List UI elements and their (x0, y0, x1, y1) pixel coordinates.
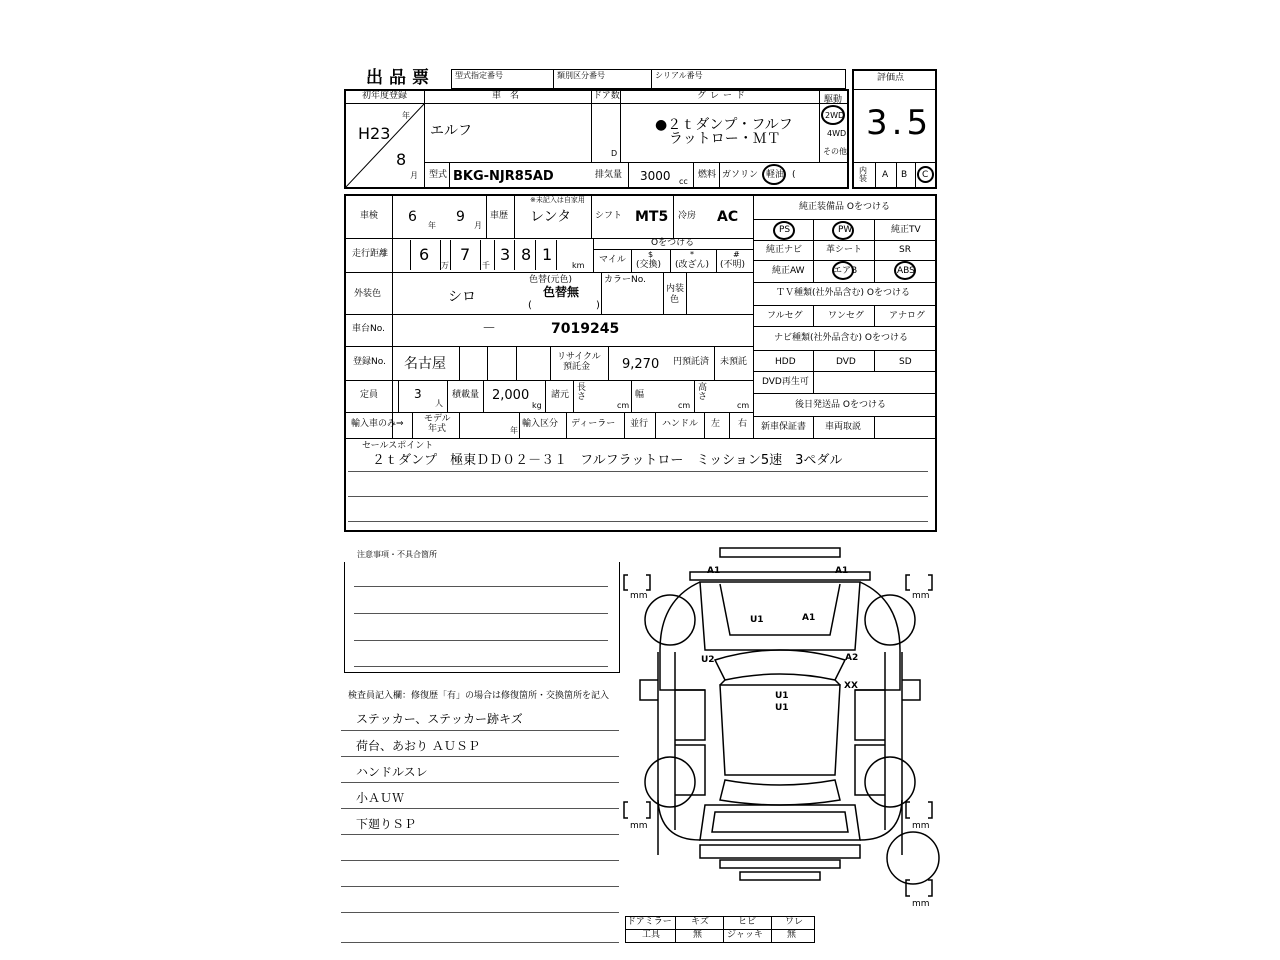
equip-airbag: エアB (833, 266, 858, 276)
shaken-year-unit: 年 (428, 221, 436, 230)
mileage-label: 走行距離 (352, 249, 389, 259)
mileage-digit-2: 7 (460, 245, 471, 264)
tamper-symbol: * (690, 250, 694, 259)
load-label: 積載量 (452, 390, 480, 400)
legend-row-2: 無 (693, 930, 703, 940)
sales-point-label: セールスポイント (362, 441, 434, 451)
ac-label: 冷房 (678, 211, 697, 221)
caution-label: 注意事項・不具合箇所 (357, 550, 437, 559)
note-line-2: 荷台、あおり ＡＵＳＰ (356, 739, 480, 753)
grade-label: グレード (697, 91, 750, 101)
interior-a: A (882, 170, 889, 180)
damage-label-u1-hood: U1 (750, 615, 764, 625)
legend-row-4: 無 (787, 930, 797, 940)
fuel-diesel-circle-mark (762, 164, 786, 185)
chassis-label: 車台No. (352, 324, 385, 334)
legend-header-4: ワレ (785, 917, 804, 927)
wheel-mm-spare: mm (912, 899, 930, 909)
capacity-unit: 人 (435, 399, 443, 408)
abs-circle-mark (894, 261, 916, 280)
header-number-strip (451, 69, 846, 89)
shift-value: MT5 (635, 209, 669, 225)
swap-text: (交換) (636, 260, 662, 270)
damage-label-a1-hood: A1 (802, 613, 816, 623)
equip-tv: 純正TV (891, 225, 921, 235)
model-year-unit: 年 (510, 426, 518, 435)
shaken-month-unit: 月 (474, 221, 482, 230)
mileage-digit-1: 6 (419, 245, 430, 264)
equipment-title: 純正装備品 Oをつける (799, 202, 890, 212)
damage-label-u1-roof-2: U1 (775, 703, 789, 713)
first-reg-year: H23 (358, 124, 391, 143)
dvd-play: DVD再生可 (762, 377, 809, 387)
pw-circle-mark (832, 221, 854, 240)
displacement-label: 排気量 (595, 170, 623, 180)
damage-label-a2: A2 (845, 653, 859, 663)
fuel-label: 燃料 (698, 170, 717, 180)
recycle-label-2: 預託金 (563, 362, 591, 372)
equip-aw: 純正AW (772, 266, 805, 276)
interior-b: B (901, 170, 908, 180)
dimensions-label: 諸元 (551, 390, 570, 400)
caution-box (344, 562, 620, 673)
width-label: 幅 (635, 390, 645, 400)
damage-label-a1-right: A1 (835, 566, 849, 576)
legend-header-2: キズ (691, 917, 709, 927)
later-manual: 車両取説 (825, 422, 862, 432)
navi-sd: SD (899, 357, 912, 367)
tv-type-title: ＴＶ種類(社外品含む) Oをつける (776, 288, 910, 298)
mileage-digit-4: 8 (521, 245, 532, 264)
color-paren-open: ( (528, 300, 532, 311)
model-code: BKG-NJR85AD (453, 169, 554, 184)
drive-other: その他 (823, 147, 847, 156)
chassis-number: 7019245 (551, 321, 620, 337)
load-value: 2,000 (492, 388, 530, 403)
navi-type-title: ナビ種類(社外品含む) Oをつける (774, 333, 908, 343)
length-cm: cm (617, 401, 630, 410)
serial-label: シリアル番号 (655, 71, 703, 80)
unknown-symbol: # (733, 250, 740, 259)
interior-color-label-2: 色 (670, 295, 680, 305)
equip-ps: PS (779, 225, 791, 235)
mileage-circle-note: Oをつける (651, 238, 695, 248)
navi-hdd: HDD (775, 357, 796, 367)
score-label: 評価点 (877, 73, 905, 83)
legend-header-1: ドアミラー (627, 917, 672, 927)
first-reg-label: 初年度登録 (362, 91, 408, 101)
equip-abs: ABS (897, 266, 915, 276)
import-parallel: 並行 (630, 419, 649, 429)
inspector-label: 検査員記入欄：修復歴「有」の場合は修復箇所・交換箇所を記入 (348, 691, 610, 701)
color-change-value: 色替無 (543, 285, 580, 299)
note-line-5: 下廻りＳＰ (356, 817, 417, 831)
note-line-3: ハンドルスレ (356, 765, 428, 779)
history-value: レンタ (530, 209, 572, 225)
sales-point-text: ２ｔダンプ 極東ＤＤ０２－３１ フルフラットロー ミッション5速 3ペダル (372, 453, 843, 468)
model-label: 型式 (429, 170, 448, 180)
length-label: 長さ (577, 383, 587, 402)
swap-symbol: $ (648, 250, 654, 259)
mile-label: マイル (599, 255, 626, 265)
year-unit: 年 (402, 111, 410, 120)
damage-label-a1-left: A1 (707, 566, 721, 576)
later-warranty: 新車保証書 (761, 422, 807, 432)
wheel-mm-rr: mm (912, 821, 930, 831)
airbag-circle-mark (832, 261, 854, 280)
ac-value: AC (717, 209, 739, 225)
model-year-label-2: 年式 (428, 424, 447, 434)
import-type-label: 輸入区分 (522, 419, 559, 429)
tamper-text: (改ざん) (675, 260, 710, 270)
color-change-label: 色替(元色) (529, 275, 573, 285)
displacement-value: 3000 (640, 169, 671, 183)
width-cm: cm (678, 401, 691, 410)
drive-label: 駆動 (824, 95, 843, 105)
tv-oneseg: ワンセグ (828, 311, 865, 321)
fuel-gasoline: ガソリン (722, 170, 759, 180)
exterior-color-label: 外装色 (354, 289, 382, 299)
interior-color-label-1: 内装 (666, 284, 685, 294)
model-year-label-1: モデル (424, 414, 451, 424)
wheel-mm-rl: mm (630, 821, 648, 831)
later-title: 後日発送品 Oをつける (795, 400, 886, 410)
color-paren-close: ) (596, 300, 600, 311)
interior-c: C (922, 170, 929, 180)
note-line-1: ステッカー、ステッカー跡キズ (356, 712, 523, 726)
handle-label: ハンドル (662, 419, 699, 429)
tv-fullseg: フルセグ (767, 311, 803, 321)
color-no-label: カラーNo. (604, 275, 646, 285)
car-body-diagram (620, 540, 940, 930)
displacement-unit: cc (679, 177, 688, 186)
equip-navi: 純正ナビ (766, 245, 803, 255)
drive-2wd-circle-mark (821, 105, 845, 125)
legend-row-3: ジャッキ (727, 930, 763, 940)
import-label: 輸入車のみ⇒ (351, 419, 404, 429)
height-label: 高さ (698, 383, 708, 402)
car-name: エルフ (430, 123, 472, 139)
equip-pw: PW (838, 225, 853, 235)
history-note: ※未記入は自家用 (530, 196, 585, 204)
registration-value: 名古屋 (404, 356, 446, 372)
wheel-mm-fl: mm (630, 591, 648, 601)
load-unit: kg (532, 401, 542, 410)
shift-label: シフト (595, 211, 623, 221)
legend-header-3: ヒビ (738, 917, 757, 927)
ps-circle-mark (773, 221, 795, 240)
note-line-4: 小ＡＵＷ (356, 791, 405, 805)
capacity-value: 3 (414, 387, 422, 401)
tv-analog: アナログ (889, 311, 926, 321)
first-reg-month: 8 (396, 150, 407, 169)
sheet-title: 出品票 (366, 68, 435, 88)
door-label: ドア数 (593, 91, 620, 101)
recycle-label-1: リサイクル (557, 352, 601, 362)
mileage-sen-unit: 千 (482, 261, 490, 270)
shaken-label: 車検 (360, 211, 379, 221)
legend-row-1: 工具 (642, 930, 661, 940)
car-name-label: 車 名 (492, 91, 520, 101)
navi-dvd: DVD (836, 357, 856, 367)
type-designation-label: 型式指定番号 (455, 71, 503, 80)
category-label: 類別区分番号 (557, 71, 605, 80)
capacity-label: 定員 (360, 390, 379, 400)
mileage-digit-5: 1 (542, 245, 553, 264)
grade-line-1: ●２ｔダンプ・フルフ (655, 117, 793, 133)
month-unit: 月 (410, 171, 418, 180)
height-cm: cm (737, 401, 750, 410)
history-label: 車歴 (490, 211, 509, 221)
mileage-km-unit: km (572, 261, 585, 270)
equip-leather: 革シート (826, 245, 863, 255)
damage-label-xx: XX (844, 681, 858, 691)
recycle-not-deposited: 未預託 (720, 357, 748, 367)
handle-right: 右 (738, 419, 748, 429)
drive-4wd: 4WD (827, 129, 847, 138)
fuel-paren: ( (792, 170, 796, 180)
wheel-mm-fr: mm (912, 591, 930, 601)
fuel-diesel: 軽油 (766, 170, 785, 180)
registration-label: 登録No. (353, 357, 386, 367)
damage-label-u1-roof-1: U1 (775, 691, 789, 701)
recycle-deposited: 円預託済 (673, 357, 710, 367)
recycle-value: 9,270 (622, 357, 660, 372)
exterior-color-value: シロ (448, 289, 476, 305)
shaken-month: 9 (456, 209, 465, 225)
grade-line-2: ラットロー・ＭＴ (669, 131, 781, 147)
interior-c-circle-mark (917, 166, 934, 183)
chassis-dash: － (482, 321, 496, 337)
score-value: 3.5 (866, 103, 933, 143)
shaken-year: 6 (408, 209, 417, 225)
damage-label-u2: U2 (701, 655, 715, 665)
interior-grade-label: 内装 (859, 166, 867, 183)
unknown-text: (不明) (720, 260, 746, 270)
door-unit: D (611, 149, 618, 158)
mileage-digit-3: 3 (500, 245, 511, 264)
handle-left: 左 (711, 419, 721, 429)
mileage-man-unit: 万 (441, 261, 449, 270)
equip-sr: SR (899, 245, 911, 255)
import-dealer: ディーラー (571, 419, 616, 429)
drive-2wd: 2WD (825, 111, 845, 120)
